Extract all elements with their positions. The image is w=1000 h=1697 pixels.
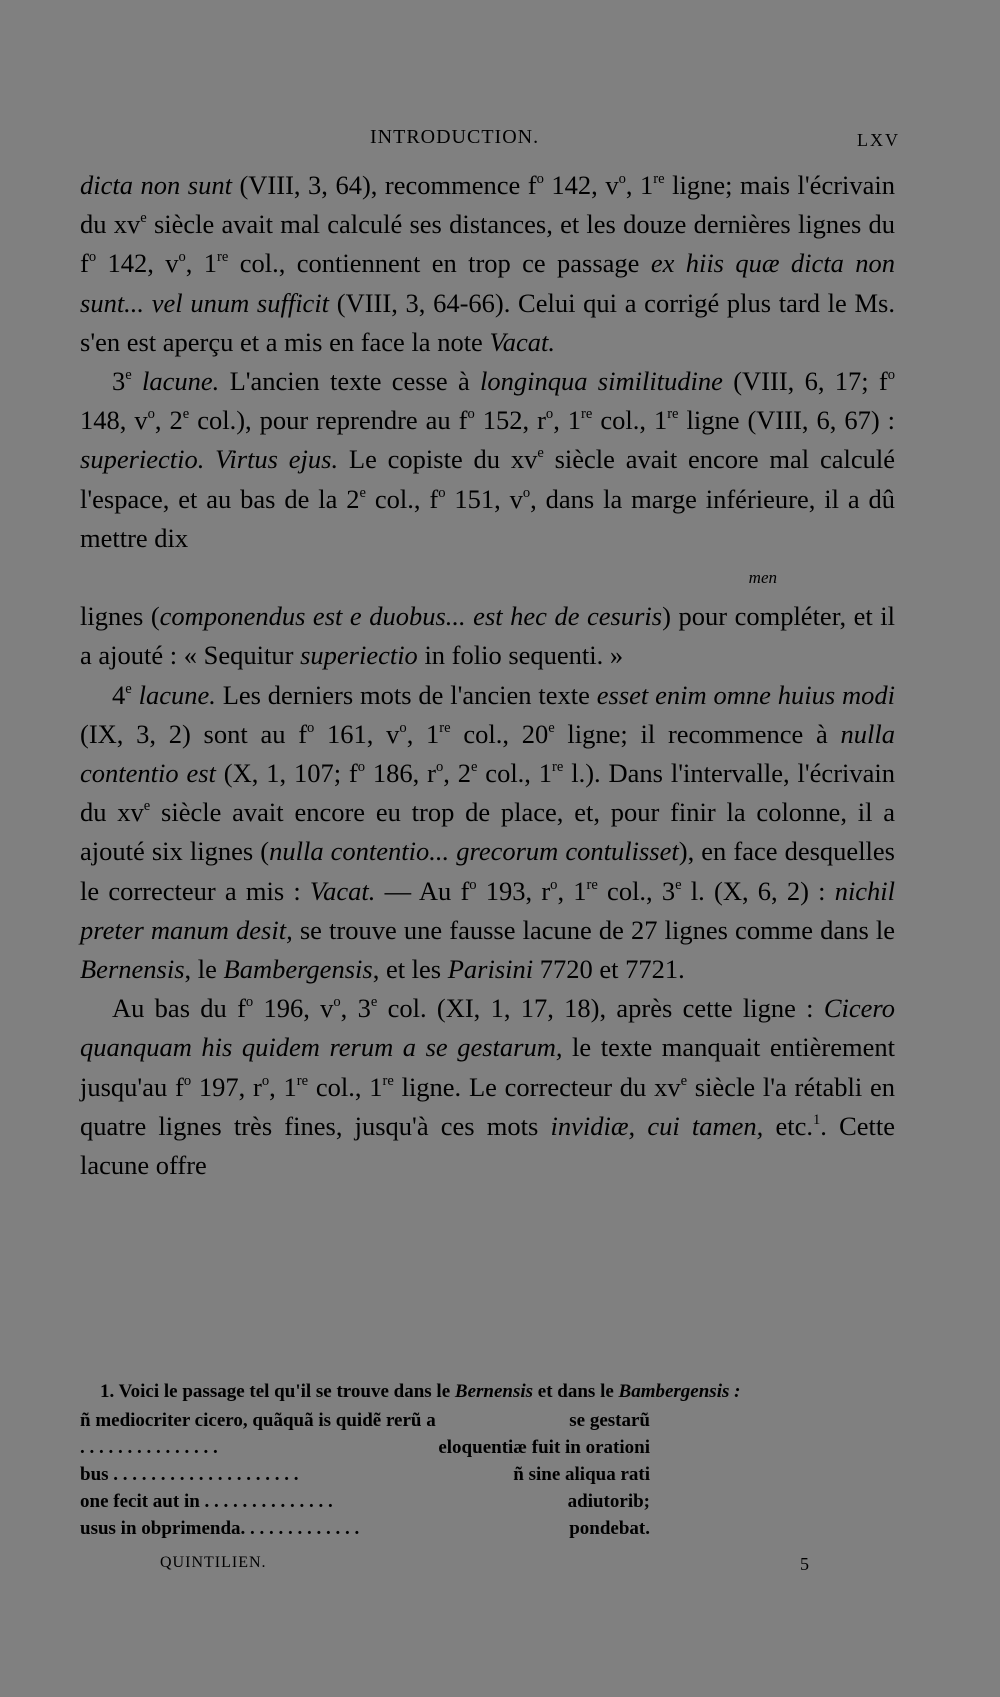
line-left: . . . . . . . . . . . . . . . (80, 1437, 218, 1458)
transcription-line (80, 1515, 650, 1542)
interlinear-gloss: men (748, 568, 777, 588)
transcription-line (80, 1461, 650, 1488)
footnote-text: Voici le passage tel qu'il se trouve dans le (118, 1381, 451, 1402)
footnote (80, 1378, 902, 1542)
signature-mark: QUINTILIEN. (160, 1554, 267, 1571)
footnote-marker: 1. (100, 1381, 115, 1402)
line-right: adiutorib; (567, 1491, 650, 1512)
body-text (80, 166, 895, 1185)
transcription-line (80, 1488, 650, 1515)
signature-number: 5 (800, 1554, 810, 1574)
line-right: eloquentiæ fuit in orationi (438, 1437, 650, 1458)
line-right: se gestarũ (569, 1410, 650, 1431)
paragraph: 3e lacune. L'ancien texte cesse à longinqua similitudine (VIII, 6, 17; $f^o$ 148, $v^o$, 2e col.), pour reprendre au $f^o$ 152, $r^o$, 1re col., 1re ligne (VIII, 6, 67) : superiectio. Virtus ejus. Le copiste du $xv^e$ siècle avait encore mal calculé l'espace, et au bas de la 2e col., $f^o$ 151, $v^o$, dans la marge inférieure, il a dû mettre dix men lignes (componendus est e duobus... est hec de cesuris) pour compléter, et il a ajouté : « Sequitur superiectio in folio sequenti. » (80, 366, 896, 671)
page-footer (160, 1554, 810, 1572)
footnote-work: Bambergensis : (618, 1381, 741, 1402)
paragraph: Au bas du $f^o$ 196, $v^o$, 3e col. (XI, 1, 17, 18), après cette ligne : Cicero quanquam his quidem rerum a se gestarum, le texte manquait entièrement jusqu'au $f^o$ 197, $r^o$, 1re col., 1re ligne. Le correcteur du $xv^e$ siècle l'a rétabli en quatre lignes très fines, jusqu'à ces mots invidiæ, cui tamen, etc.$^1$. Cette lacune offre (80, 993, 896, 1181)
footnote-text: et dans le (537, 1381, 614, 1402)
transcription-line (80, 1407, 650, 1434)
page-title: INTRODUCTION. (370, 126, 540, 148)
line-right: ñ sine aliqua rati (513, 1464, 650, 1485)
line-left: usus in obprimenda. . . . . . . . . . . . . (80, 1518, 360, 1539)
footnote-work: Bernensis (454, 1381, 534, 1402)
line-left: one fecit aut in . . . . . . . . . . . . . . (80, 1491, 333, 1512)
running-head (78, 126, 900, 158)
line-left: ñ mediocriter cicero, quãquã is quidẽ rerũ a (80, 1410, 436, 1431)
line-right: pondebat. (569, 1518, 650, 1539)
paragraph: dicta non sunt (VIII, 3, 64), recommence $f^o$ 142, $v^o$, 1re ligne; mais l'écrivain du $xv^e$ siècle avait mal calculé ses distances, et les douze dernières lignes du $f^o$ 142, $v^o$, 1re col., contiennent en trop ce passage ex hiis quæ dicta non sunt... vel unum sufficit (VIII, 3, 64-66). Celui qui a corrigé plus tard le Ms. s'en est aperçu et a mis en face la note Vacat. (80, 170, 896, 357)
line-left: bus . . . . . . . . . . . . . . . . . . . . (80, 1464, 299, 1485)
footnote-transcription (80, 1407, 650, 1542)
paragraph: 4e lacune. Les derniers mots de l'ancien texte esset enim omne huius modi (IX, 3, 2) sont au $f^o$ 161, $v^o$, 1re col., 20e ligne; il recommence à nulla contentio est (X, 1, 107; $f^o$ 186, $r^o$, 2e col., 1re l.). Dans l'intervalle, l'écrivain du $xv^e$ siècle avait encore eu trop de place, et, pour finir la colonne, il a ajouté six lignes (nulla contentio... grecorum contulisset), en face desquelles le correcteur a mis : Vacat. — Au $f^o$ 193, $r^o$, 1re col., 3e l. (X, 6, 2) : nichil preter manum desit, se trouve une fausse lacune de 27 lignes comme dans le Bernensis, le Bambergensis, et les Parisini 7720 et 7721. (80, 679, 896, 985)
transcription-line (80, 1434, 650, 1461)
footnote-intro (80, 1378, 902, 1405)
page-number: LXV (857, 130, 900, 150)
